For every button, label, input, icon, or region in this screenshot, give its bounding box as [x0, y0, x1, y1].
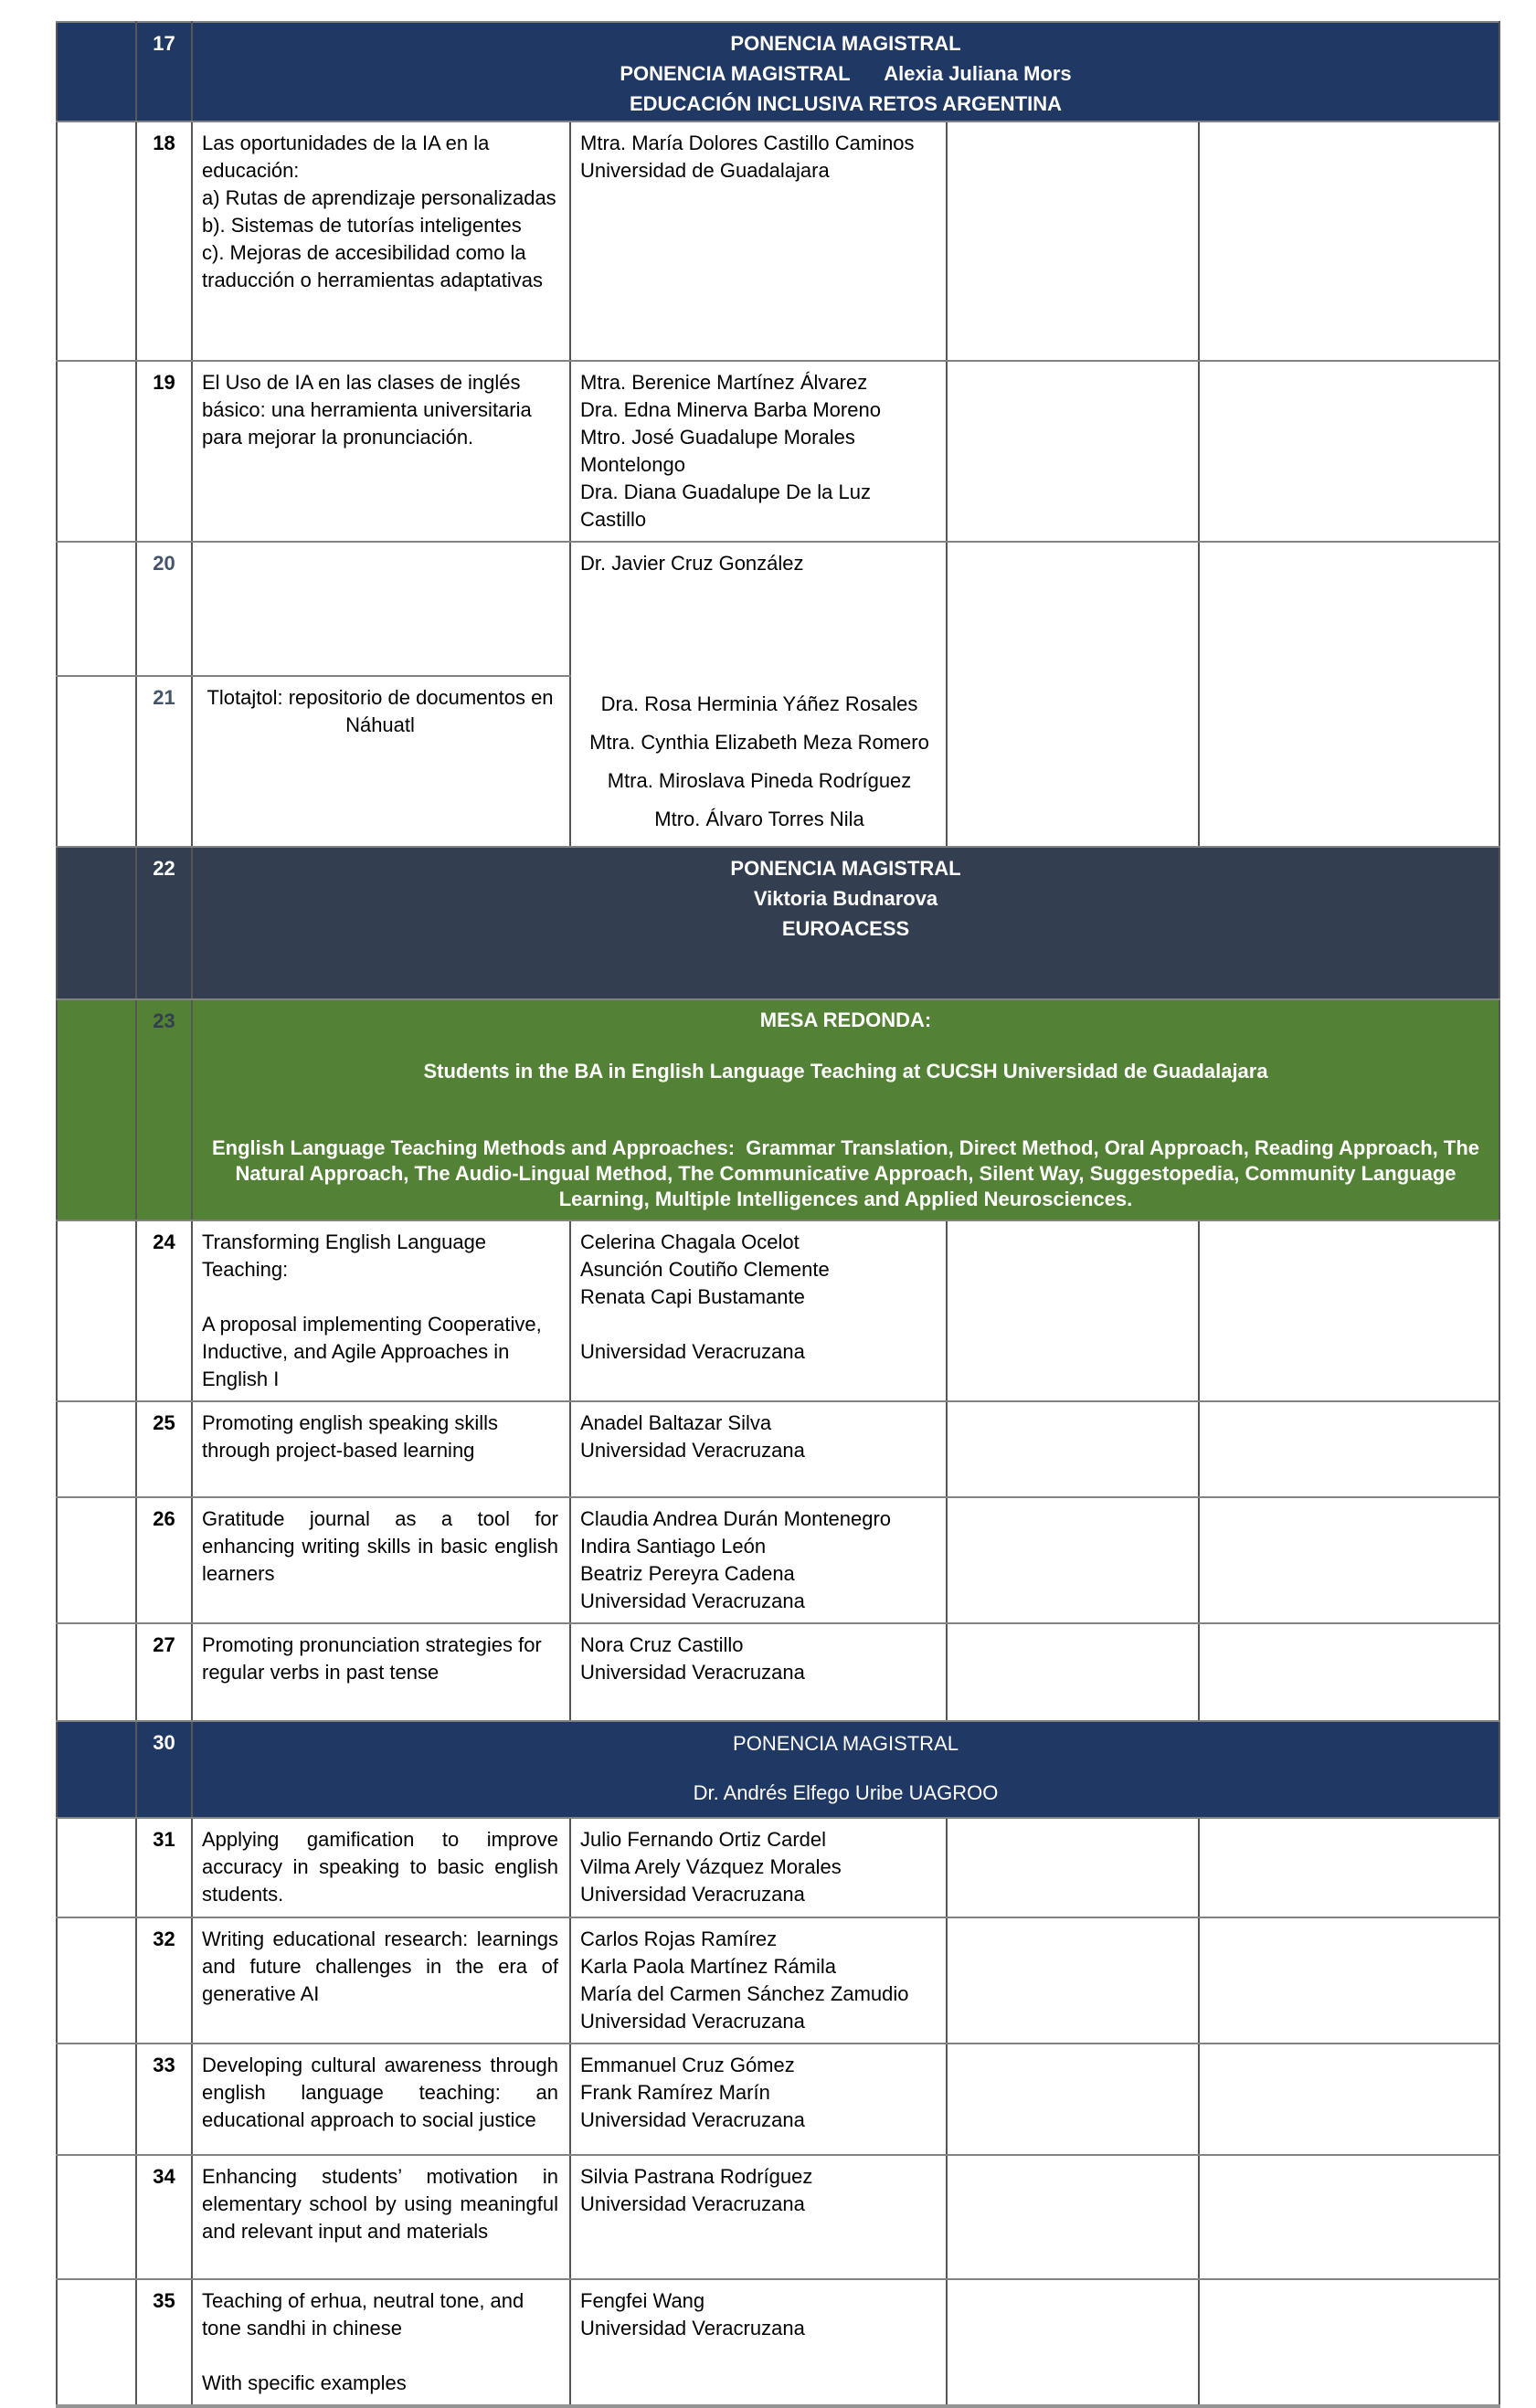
table-row-17	[57, 22, 1499, 121]
table-row-23	[57, 999, 1499, 1220]
table-row-26	[57, 1497, 1499, 1623]
row-32-empty-cell-1	[947, 1917, 1199, 2044]
row-31-number: 31	[136, 1818, 192, 1917]
row-17-number: 17	[136, 22, 192, 121]
row-24-empty-cell-1	[947, 1220, 1199, 1401]
row-31-presenters: Julio Fernando Ortiz Cardel Vilma Arely Vázquez Morales Universidad Veracruzana	[570, 1818, 947, 1917]
row-24-number: 24	[136, 1220, 192, 1401]
row-34-number: 34	[136, 2155, 192, 2279]
table-row-35	[57, 2279, 1499, 2406]
row-32-presenters: Carlos Rojas Ramírez Karla Paola Martínez Rámila María del Carmen Sánchez Zamudio Universidad Veracruzana	[570, 1917, 947, 2044]
row-22-header-text: PONENCIA MAGISTRAL Viktoria Budnarova EUROACESS	[192, 847, 1499, 999]
row-18-margin-cell	[57, 121, 136, 361]
row-33-margin-cell	[57, 2044, 136, 2155]
row-31-empty-cell-1	[947, 1818, 1199, 1917]
row-25-number: 25	[136, 1401, 192, 1497]
row-25-empty-cell-1	[947, 1401, 1199, 1497]
row-32-title: Writing educational research: learnings and future challenges in the era of generative AI	[192, 1917, 570, 2044]
row-33-empty-cell-2	[1199, 2044, 1499, 2155]
row-34-empty-cell-2	[1199, 2155, 1499, 2279]
row-31-empty-cell-2	[1199, 1818, 1499, 1917]
table-row-34	[57, 2155, 1499, 2279]
row-27-empty-cell-2	[1199, 1623, 1499, 1721]
row-25-empty-cell-2	[1199, 1401, 1499, 1497]
row-30-margin-cell	[57, 1721, 136, 1818]
row-34-title: Enhancing students’ motivation in elementary school by using meaningful and relevant input and materials	[192, 2155, 570, 2279]
row-18-title: Las oportunidades de la IA en la educación: a) Rutas de aprendizaje personalizadas b). Sistemas de tutorías inteligentes c). Mejoras de accesibilidad como la traducción o herramientas adaptativas	[192, 121, 570, 361]
row-26-empty-cell-2	[1199, 1497, 1499, 1623]
table-row-22	[57, 847, 1499, 999]
row-19-empty-cell-2	[1199, 361, 1499, 542]
row-18-empty-cell-2	[1199, 121, 1499, 361]
table-row-20	[57, 542, 1499, 676]
row-25-margin-cell	[57, 1401, 136, 1497]
row-18-presenters: Mtra. María Dolores Castillo Caminos Universidad de Guadalajara	[570, 121, 947, 361]
row-19-margin-cell	[57, 361, 136, 542]
row-35-title: Teaching of erhua, neutral tone, and tone sandhi in chinese With specific examples	[192, 2279, 570, 2406]
row-17-margin-cell	[57, 22, 136, 121]
table-row-19	[57, 361, 1499, 542]
row-34-empty-cell-1	[947, 2155, 1199, 2279]
row-25-presenters: Anadel Baltazar Silva Universidad Veracruzana	[570, 1401, 947, 1497]
row-31-margin-cell	[57, 1818, 136, 1917]
row-20-empty-cell-2	[1199, 542, 1499, 676]
row-18-empty-cell-1	[947, 121, 1199, 361]
row-20-margin-cell	[57, 542, 136, 676]
row-21-title: Tlotajtol: repositorio de documentos en Náhuatl	[192, 676, 570, 847]
row-26-margin-cell	[57, 1497, 136, 1623]
table-row-27	[57, 1623, 1499, 1721]
row-25-title: Promoting english speaking skills through project-based learning	[192, 1401, 570, 1497]
row-30-number: 30	[136, 1721, 192, 1818]
row-24-margin-cell	[57, 1220, 136, 1401]
row-23-header-text: MESA REDONDA: Students in the BA in English Language Teaching at CUCSH Universidad de Guadalajara English Language Teaching Methods and Approaches: Grammar Translation, Direct Method, Oral Approach, Reading Approach, The Natural Approach, The Audio-Lingual Method, The Communicative Approach, Silent Way, Suggestopedia, Community Language Learning, Multiple Intelligences and Applied Neurosciences.	[192, 999, 1499, 1220]
row-21-empty-cell-1	[947, 676, 1199, 847]
row-26-presenters: Claudia Andrea Durán Montenegro Indira Santiago León Beatriz Pereyra Cadena Universidad Veracruzana	[570, 1497, 947, 1623]
row-19-number: 19	[136, 361, 192, 542]
table-row-21	[57, 676, 1499, 847]
program-table	[56, 21, 1500, 2408]
row-27-presenters: Nora Cruz Castillo Universidad Veracruzana	[570, 1623, 947, 1721]
row-20-number: 20	[136, 542, 192, 676]
row-35-empty-cell-2	[1199, 2279, 1499, 2406]
row-23-margin-cell	[57, 999, 136, 1220]
row-32-margin-cell	[57, 1917, 136, 2044]
row-19-presenters: Mtra. Berenice Martínez Álvarez Dra. Edna Minerva Barba Moreno Mtro. José Guadalupe Morales Montelongo Dra. Diana Guadalupe De la Luz Castillo	[570, 361, 947, 542]
row-22-margin-cell	[57, 847, 136, 999]
row-33-presenters: Emmanuel Cruz Gómez Frank Ramírez Marín Universidad Veracruzana	[570, 2044, 947, 2155]
row-32-empty-cell-2	[1199, 1917, 1499, 2044]
row-35-number: 35	[136, 2279, 192, 2406]
row-18-number: 18	[136, 121, 192, 361]
row-35-presenters: Fengfei Wang Universidad Veracruzana	[570, 2279, 947, 2406]
row-23-number: 23	[136, 999, 192, 1220]
row-24-presenters: Celerina Chagala Ocelot Asunción Coutiño Clemente Renata Capi Bustamante Universidad Veracruzana	[570, 1220, 947, 1401]
table-row-24	[57, 1220, 1499, 1401]
row-33-title: Developing cultural awareness through english language teaching: an educational approach to social justice	[192, 2044, 570, 2155]
table-row-31	[57, 1818, 1499, 1917]
row-22-number: 22	[136, 847, 192, 999]
table-row-33	[57, 2044, 1499, 2155]
table-row-32	[57, 1917, 1499, 2044]
row-33-empty-cell-1	[947, 2044, 1199, 2155]
row-19-title: El Uso de IA en las clases de inglés básico: una herramienta universitaria para mejorar la pronunciación.	[192, 361, 570, 542]
table-row-18	[57, 121, 1499, 361]
row-26-title: Gratitude journal as a tool for enhancing writing skills in basic english learners	[192, 1497, 570, 1623]
row-21-empty-cell-2	[1199, 676, 1499, 847]
row-34-margin-cell	[57, 2155, 136, 2279]
row-35-empty-cell-1	[947, 2279, 1199, 2406]
row-35-margin-cell	[57, 2279, 136, 2406]
row-21-number: 21	[136, 676, 192, 847]
row-27-number: 27	[136, 1623, 192, 1721]
row-30-header-text: PONENCIA MAGISTRAL Dr. Andrés Elfego Uribe UAGROO	[192, 1721, 1499, 1818]
row-20-title	[192, 542, 570, 676]
row-24-title: Transforming English Language Teaching: A proposal implementing Cooperative, Inductive, and Agile Approaches in English I	[192, 1220, 570, 1401]
row-32-number: 32	[136, 1917, 192, 2044]
row-27-title: Promoting pronunciation strategies for regular verbs in past tense	[192, 1623, 570, 1721]
row-26-number: 26	[136, 1497, 192, 1623]
row-26-empty-cell-1	[947, 1497, 1199, 1623]
row-21-presenters: Dra. Rosa Herminia Yáñez Rosales Mtra. Cynthia Elizabeth Meza Romero Mtra. Miroslava Pineda Rodríguez Mtro. Álvaro Torres Nila	[570, 676, 947, 847]
row-17-header-text: PONENCIA MAGISTRAL PONENCIA MAGISTRAL Alexia Juliana Mors EDUCACIÓN INCLUSIVA RETOS ARGENTINA	[192, 22, 1499, 121]
table-row-30	[57, 1721, 1499, 1818]
row-31-title: Applying gamification to improve accuracy in speaking to basic english students.	[192, 1818, 570, 1917]
row-20-empty-cell-1	[947, 542, 1199, 676]
row-19-empty-cell-1	[947, 361, 1199, 542]
row-34-presenters: Silvia Pastrana Rodríguez Universidad Veracruzana	[570, 2155, 947, 2279]
table-row-25	[57, 1401, 1499, 1497]
row-33-number: 33	[136, 2044, 192, 2155]
row-20-presenters: Dr. Javier Cruz González	[570, 542, 947, 676]
row-27-margin-cell	[57, 1623, 136, 1721]
row-27-empty-cell-1	[947, 1623, 1199, 1721]
row-21-margin-cell	[57, 676, 136, 847]
row-24-empty-cell-2	[1199, 1220, 1499, 1401]
